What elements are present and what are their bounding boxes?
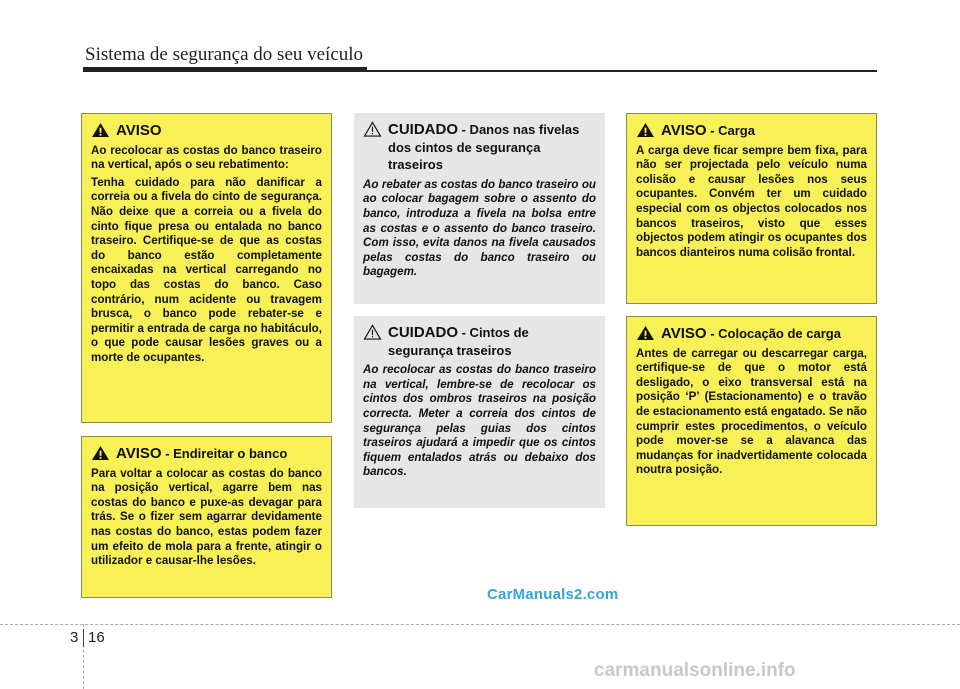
caution-triangle-icon bbox=[363, 324, 382, 340]
warning-box-straighten-seat bbox=[81, 436, 332, 598]
warning-box-rear-seat bbox=[81, 113, 332, 423]
warning-subtitle: - Carga bbox=[706, 123, 755, 138]
warning-triangle-icon bbox=[91, 122, 110, 138]
warning-subtitle: - Endireitar o banco bbox=[161, 446, 288, 461]
warning-paragraph: Para voltar a colocar as costas do banco na posição vertical, agarre bem nas costas do banco e puxe-as devagar para trás. Se o fizer sem agarrar devidamente nas costas do banco, estas podem fazer um efeito de mola para a frente, atingir o utilizador e causar-lhe lesões. bbox=[91, 466, 322, 568]
caution-paragraph: Ao rebater as costas do banco traseiro ou ao colocar bagagem sobre o assento do banco, introduza a fivela na bolsa entre as costas e o assento do banco traseiro. Com isso, evita danos na fivela causados pelas costas do banco traseiro ou bagagem. bbox=[363, 177, 596, 279]
page-number-divider bbox=[83, 629, 84, 647]
warning-triangle-icon bbox=[636, 122, 655, 138]
warning-paragraph: Tenha cuidado para não danificar a correia ou a fivela do cinto de segurança. Não deixe que a correia ou a fivela do cinto fique presa ou entalada no banco traseiro. Certifique-se de que as costas do banco estão completamente encaixadas na vertical carregando no topo das costas do banco. Caso contrário, num acidente ou travagem brusca, o banco pode rebater-se e permitir a entrada de carga no habitáculo, o que pode causar lesões graves ou a morte de ocupantes. bbox=[91, 175, 322, 364]
caution-triangle-icon bbox=[363, 121, 382, 137]
warning-triangle-icon bbox=[636, 325, 655, 341]
warning-triangle-icon bbox=[91, 445, 110, 461]
caution-box-buckle-damage bbox=[354, 113, 605, 304]
warning-paragraph: Ao recolocar as costas do banco traseiro na vertical, após o seu rebatimento: bbox=[91, 143, 322, 172]
warning-label: AVISO bbox=[116, 445, 162, 462]
warning-title bbox=[636, 325, 867, 343]
caution-box-rear-belts bbox=[354, 316, 605, 508]
warning-paragraph: A carga deve ficar sempre bem fixa, para não ser projectada pelo veículo numa colisão e causar lesões nos seus ocupantes. Convém ter um cuidado especial com os objectos colocados nos bancos traseiros, visto que esses objectos podem atingir os ocupantes dos bancos dianteiros numa colisão frontal. bbox=[636, 143, 867, 259]
carmanuals-watermark-link[interactable]: CarManuals2.com bbox=[487, 586, 619, 603]
warning-box-cargo-loading bbox=[626, 316, 877, 526]
warning-title bbox=[91, 445, 322, 463]
caution-paragraph: Ao recolocar as costas do banco traseiro na vertical, lembre-se de recolocar os cintos dos ombros traseiros na posição correcta. Meter a correia dos cintos de segurança pelas guias dos cintos traseiros ajudará a impedir que os cintos fiquem entalados atrás ou debaixo dos bancos. bbox=[363, 363, 596, 479]
warning-label: AVISO bbox=[661, 325, 707, 342]
warning-label: AVISO bbox=[661, 122, 707, 139]
footer-dashed-rule bbox=[0, 624, 960, 625]
caution-title bbox=[363, 121, 596, 174]
warning-label: AVISO bbox=[116, 122, 162, 139]
header-rule-thick bbox=[83, 67, 367, 72]
caution-subtitle: - Cintos de segurança traseiros bbox=[388, 325, 529, 358]
page-title: Sistema de segurança do seu veículo bbox=[85, 44, 364, 65]
caution-subtitle: - Danos nas fivelas dos cintos de segurança traseiros bbox=[388, 122, 580, 173]
page-number: 16 bbox=[88, 629, 105, 646]
warning-title bbox=[636, 122, 867, 140]
caution-label: CUIDADO bbox=[388, 121, 458, 138]
caution-title bbox=[363, 324, 596, 359]
warning-subtitle: - Colocação de carga bbox=[706, 326, 841, 341]
warning-paragraph: Antes de carregar ou descarregar carga, certifique-se de que o motor está desligado, o eixo transversal está na posição ‘P’ (Estacionamento) e o travão de estacionamento está engatado. Se não cumprir estes procedimentos, o veículo pode mover-se se a alavanca das mudanças for inadvertidamente colocada noutra posição. bbox=[636, 346, 867, 477]
caution-label: CUIDADO bbox=[388, 324, 458, 341]
header-rule-thin bbox=[367, 70, 877, 72]
warning-box-cargo bbox=[626, 113, 877, 304]
warning-title bbox=[91, 122, 322, 140]
site-watermark: carmanualsonline.info bbox=[594, 660, 796, 681]
chapter-number: 3 bbox=[70, 629, 79, 646]
